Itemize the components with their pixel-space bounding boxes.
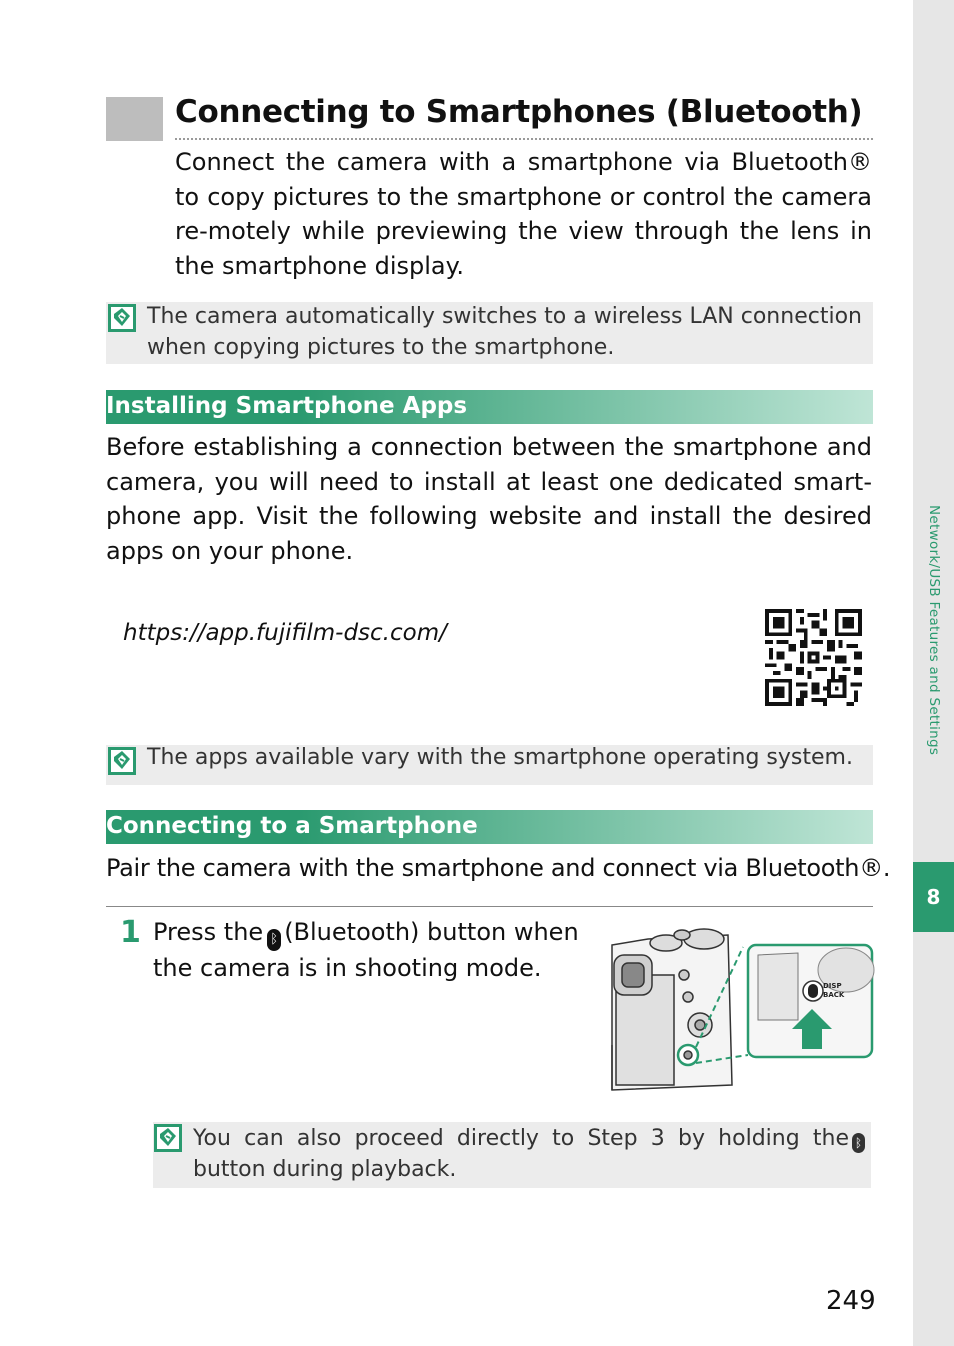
install-paragraph: Before establishing a connection between the smartphone and camera, you will need to install at least one dedicated smart-phone app. Visit the following website and install the desired apps on your phone. [106,433,872,565]
bluetooth-icon: ᛒ [267,929,281,951]
disp-label: DISP [823,982,842,990]
pair-paragraph: Pair the camera with the smartphone and connect via Bluetooth®. [106,854,891,882]
note-icon [108,747,136,775]
page-title: Connecting to Smartphones (Bluetooth) [175,94,863,130]
note-text-before: You can also proceed directly to Step 3 by holding the [193,1126,849,1151]
chapter-side-label-text: Network/USB Features and Settings [925,505,942,756]
note-text: The apps available vary with the smartphone operating system. [147,745,853,770]
note-box [106,745,873,785]
note-box [106,302,873,364]
app-url-link[interactable]: https://app.fujifilm-dsc.com/ [123,620,447,646]
step-text-before: Press the [153,918,264,946]
note-text-after: button during playback. [193,1157,457,1182]
section-heading-text: Installing Smartphone Apps [106,393,468,419]
chapter-side-label [913,505,954,865]
note-box [153,1122,871,1188]
section-heading-connecting [106,810,873,844]
step-text [153,915,593,986]
bluetooth-icon: ᛒ [852,1133,865,1153]
section-heading-text: Connecting to a Smartphone [106,813,478,839]
note-icon [108,304,136,332]
note-text: The camera automatically switches to a wireless LAN connection when copying pictures to the smartphone. [147,304,862,360]
intro-paragraph: Connect the camera with a smartphone via Bluetooth® to copy pictures to the smartphone or control the camera re-motely while previewing the view through the lens in the smartphone display. [175,148,872,280]
note-text [193,1123,868,1185]
chapter-tab[interactable]: 8 [913,862,954,932]
back-label: BACK [823,991,845,999]
step-number: 1 [120,915,141,950]
step-text-after: (Bluetooth) button when the camera is in shooting mode. [153,918,579,982]
camera-illustration [608,925,876,1093]
step-divider [106,906,873,907]
page-number: 249 [826,1286,876,1316]
qr-code-icon [765,609,862,706]
note-icon [154,1124,182,1152]
disp-back-label [823,982,844,1000]
title-marker [106,97,163,141]
section-heading-installing [106,390,873,424]
title-divider [175,138,873,140]
